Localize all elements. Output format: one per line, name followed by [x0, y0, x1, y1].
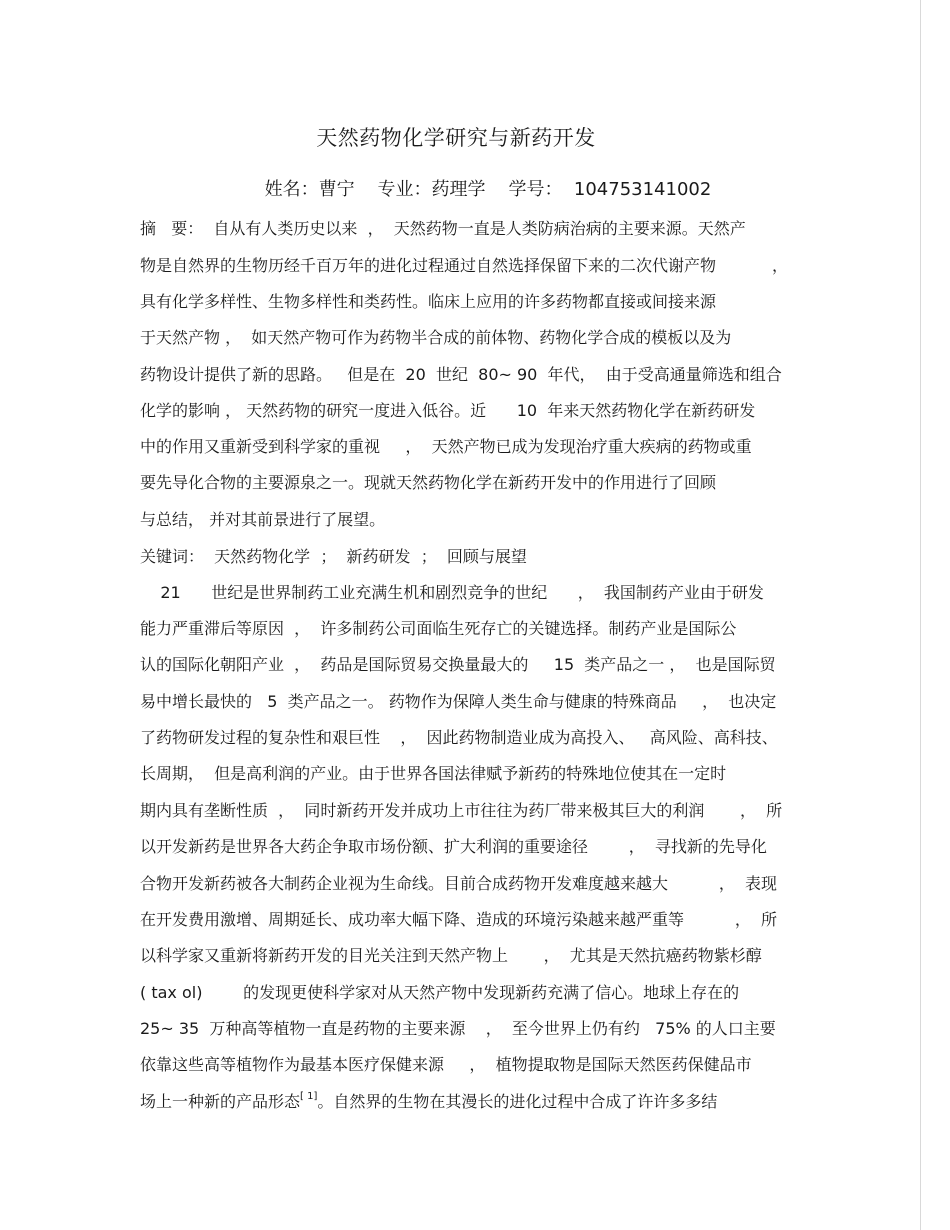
- abstract-line: 要先导化合物的主要源泉之一。现就天然药物化学在新药开发中的作用进行了回顾: [140, 473, 717, 492]
- citation-marker: [ 1]: [300, 1091, 318, 1102]
- abstract-line: 化学的影响 ， 天然药物的研究一度进入低谷。近 10 年来天然药物化学在新药研发: [140, 401, 756, 420]
- body-line: 长周期， 但是高利润的产业。由于世界各国法律赋予新药的特殊地位使其在一定时: [140, 764, 727, 783]
- author-info-line: 姓名：曹宁 专业：药理学 学号： 104753141002: [264, 179, 712, 200]
- abstract-line: 物是自然界的生物历经千百万年的进化过程通过自然选择保留下来的二次代谢产物 ，: [140, 256, 788, 275]
- abstract-line: 与总结， 并对其前景进行了展望。: [140, 510, 386, 529]
- body-line: [140, 1092, 717, 1115]
- body-line-text: 场上一种新的产品形态: [140, 1092, 301, 1111]
- body-line: 25~ 35 万种高等植物一直是药物的主要来源 ， 至今世界上仍有约 75% 的人口主要: [140, 1019, 776, 1038]
- body-line: 认的国际化朝阳产业 ， 药品是国际贸易交换量最大的 15 类产品之一 ， 也是国际贸: [140, 655, 776, 674]
- abstract-line: 中的作用又重新受到科学家的重视 ， 天然产物已成为发现治疗重大疾病的药物或重: [140, 437, 752, 456]
- abstract-line: 药物设计提供了新的思路。 但是在 20 世纪 80~ 90 年代， 由于受高通量筛选和组合: [140, 365, 782, 384]
- abstract-line: 具有化学多样性、生物多样性和类药性。临床上应用的许多药物都直接或间接来源: [140, 292, 717, 311]
- body-line: 合物开发新药被各大制药企业视为生命线。目前合成药物开发难度越来越大 ， 表现: [140, 874, 778, 893]
- body-line-tail: 。自然界的生物在其漫长的进化过程中合成了许许多多结: [317, 1092, 718, 1111]
- body-line: 依靠这些高等植物作为最基本医疗保健来源 ， 植物提取物是国际天然医药保健品市: [140, 1055, 752, 1074]
- body-line: 21 世纪是世界制药工业充满生机和剧烈竞争的世纪 ， 我国制药产业由于研发: [140, 583, 764, 602]
- document-title: 天然药物化学研究与新药开发: [316, 126, 596, 150]
- body-line: 易中增长最快的 5 类产品之一。 药物作为保障人类生命与健康的特殊商品 ， 也决定: [140, 692, 777, 711]
- keywords-line: 关键词： 天然药物化学 ； 新药研发 ； 回顾与展望: [140, 547, 527, 566]
- body-line: 了药物研发过程的复杂性和艰巨性 ， 因此药物制造业成为高投入、 高风险、高科技、: [140, 728, 778, 747]
- body-line: 能力严重滞后等原因 ， 许多制药公司面临生死存亡的关键选择。制药产业是国际公: [140, 619, 737, 638]
- body-line: 期内具有垄断性质 ， 同时新药开发并成功上市往往为药厂带来极其巨大的利润 ， 所: [140, 801, 783, 820]
- body-line: 以科学家又重新将新药开发的目光关注到天然产物上 ， 尤其是天然抗癌药物紫杉醇: [140, 946, 762, 965]
- body-line: 在开发费用激增、周期延长、成功率大幅下降、造成的环境污染越来越严重等 ， 所: [140, 910, 778, 929]
- body-line: 以开发新药是世界各大药企争取市场份额、扩大利润的重要途径 ， 寻找新的先导化: [140, 837, 767, 856]
- abstract-line: 摘 要： 自从有人类历史以来 ， 天然药物一直是人类防病治病的主要来源。天然产: [140, 219, 746, 238]
- abstract-line: 于天然产物 ， 如天然产物可作为药物半合成的前体物、药物化学合成的模板以及为: [140, 328, 732, 347]
- body-line: ( tax ol) 的发现更使科学家对从天然产物中发现新药充满了信心。地球上存在的: [140, 983, 740, 1002]
